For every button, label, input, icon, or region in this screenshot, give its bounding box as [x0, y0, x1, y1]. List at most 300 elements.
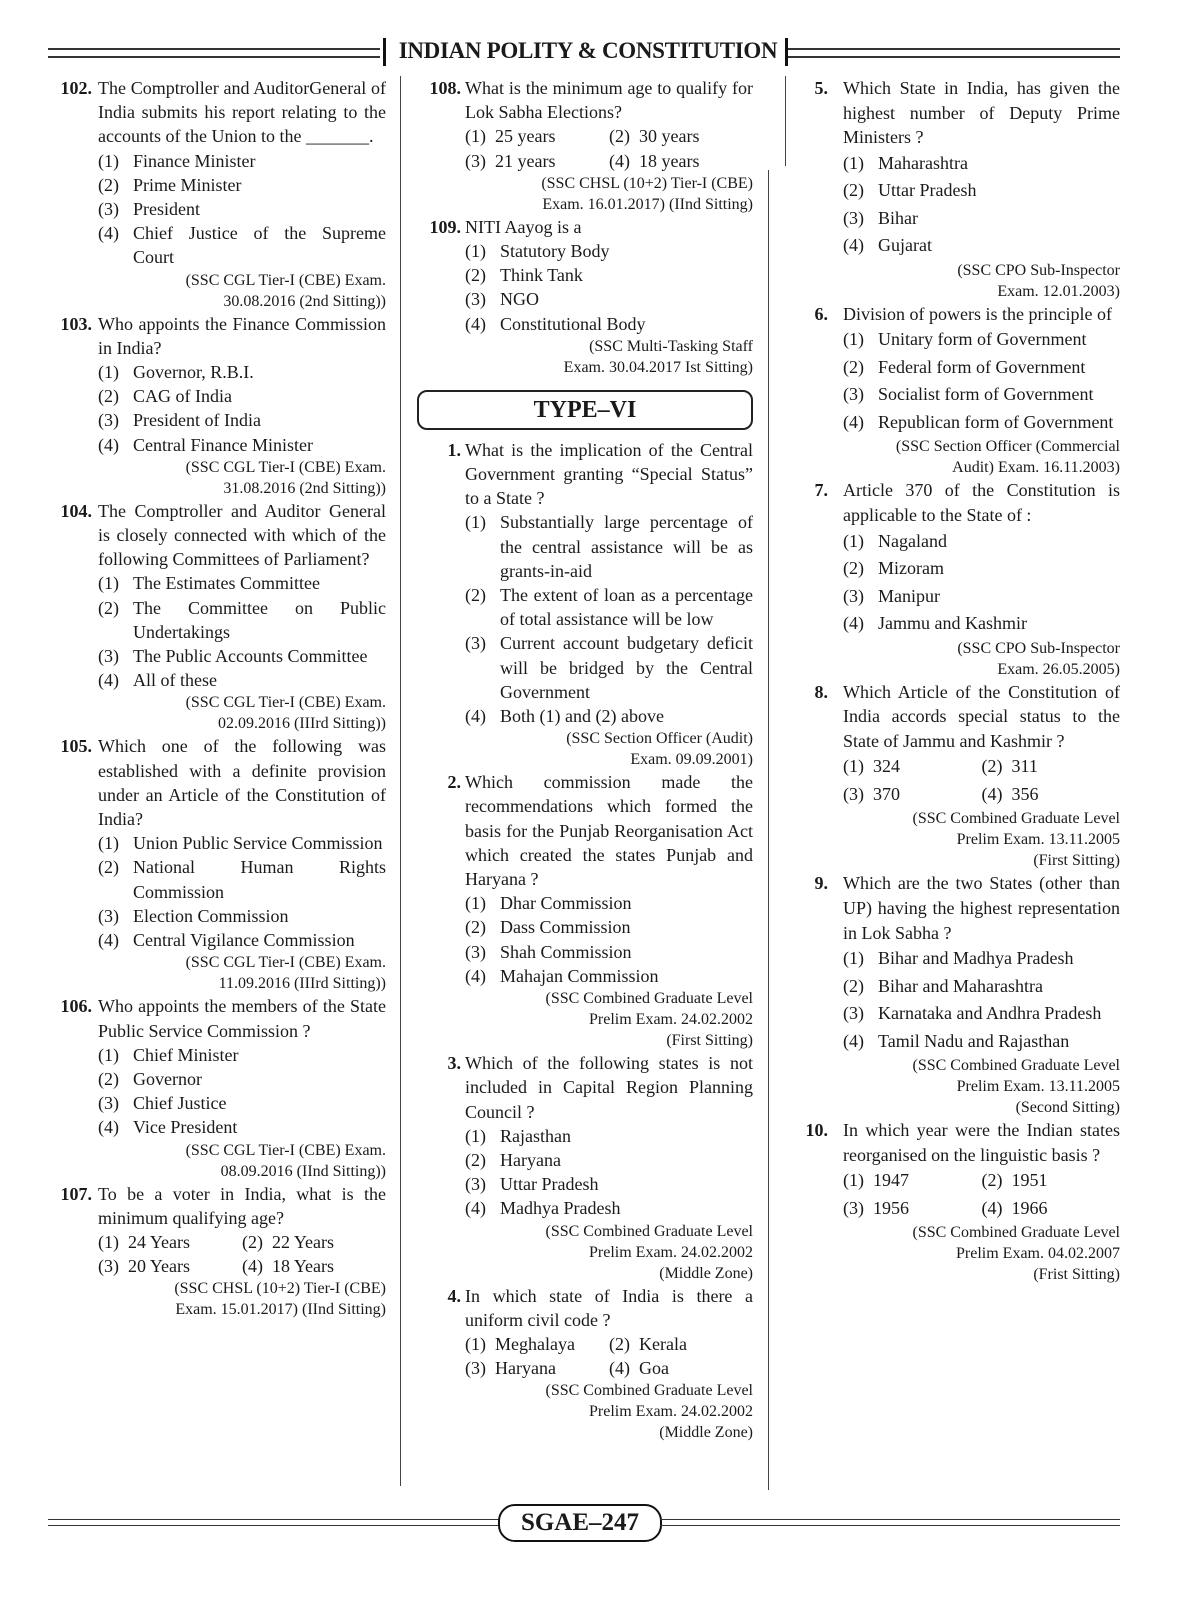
- option-item: [98, 149, 386, 173]
- option-text: 20 Years: [128, 1256, 191, 1277]
- option-number: (2): [98, 386, 119, 407]
- option-item: [98, 831, 386, 855]
- option-text: NGO: [500, 289, 539, 310]
- question-number: 6.: [814, 303, 828, 324]
- option-number: (1): [98, 1044, 119, 1065]
- option-number: (1): [98, 150, 119, 171]
- option-number: (3): [98, 1256, 119, 1277]
- column-3: [800, 76, 1120, 1285]
- option-text: 22 Years: [272, 1231, 335, 1252]
- options-list: [843, 1167, 1120, 1222]
- question-item: [800, 302, 1120, 479]
- exam-source: [843, 1222, 1120, 1285]
- question-text: Which are the two States (other than UP) having the highest representation in Lok Sabha ?: [843, 873, 1120, 943]
- option-number: (4): [98, 1117, 119, 1138]
- option-item: [465, 631, 753, 704]
- question-item: [415, 76, 753, 215]
- option-item: [98, 644, 386, 668]
- options-list: [465, 239, 753, 336]
- exam-source-line: (SSC Combined Graduate Level: [545, 990, 753, 1008]
- question-item: [415, 438, 753, 770]
- option-item: [465, 1356, 609, 1380]
- option-item: [465, 263, 753, 287]
- options-list: [843, 945, 1120, 1055]
- option-number: (2): [465, 917, 486, 938]
- option-number: (4): [609, 150, 630, 171]
- option-item: [465, 1332, 609, 1356]
- option-item: [982, 1195, 1121, 1223]
- option-text: Haryana: [500, 1149, 561, 1170]
- question-text: Who appoints the members of the State Public Service Commission ?: [98, 996, 386, 1041]
- option-text: Vice President: [133, 1117, 238, 1138]
- option-item: [843, 973, 1120, 1001]
- option-item: [98, 433, 386, 457]
- option-number: (3): [843, 384, 864, 405]
- exam-source-line: (SSC Section Officer (Commercial: [895, 438, 1120, 456]
- option-item: [843, 150, 1120, 178]
- option-number: (1): [98, 362, 119, 383]
- option-number: (4): [465, 1198, 486, 1219]
- option-number: (2): [465, 1149, 486, 1170]
- exam-source: [843, 436, 1120, 478]
- question-item: [800, 1118, 1120, 1285]
- option-text: Karnataka and Andhra Pradesh: [878, 1003, 1102, 1024]
- option-number: (1): [98, 573, 119, 594]
- option-text: Chief Minister: [133, 1044, 239, 1065]
- option-number: (2): [843, 356, 864, 377]
- options-list: [843, 528, 1120, 638]
- option-item: [98, 904, 386, 928]
- option-item: [843, 781, 982, 809]
- option-number: (4): [981, 1197, 1003, 1218]
- question-text: NITI Aayog is a: [465, 216, 582, 237]
- exam-source-line: (SSC Section Officer (Audit): [566, 730, 753, 748]
- page-title: INDIAN POLITY & CONSTITUTION: [398, 38, 778, 63]
- option-number: (2): [609, 1333, 630, 1354]
- option-number: (1): [98, 833, 119, 854]
- option-text: Central Vigilance Commission: [133, 930, 355, 951]
- option-text: 311: [1011, 756, 1038, 777]
- option-number: (3): [465, 941, 486, 962]
- exam-source-line: (First Sitting): [666, 1032, 753, 1050]
- option-text: 18 Years: [272, 1256, 335, 1277]
- question-text: Which one of the following was established with a definite provision under an Article of the Constitution of India?: [98, 736, 386, 830]
- question-number: 3.: [447, 1053, 461, 1074]
- option-number: (3): [843, 585, 864, 606]
- option-number: (3): [465, 1358, 486, 1379]
- exam-source: [98, 270, 386, 312]
- option-number: (3): [843, 207, 864, 228]
- option-number: (1): [465, 241, 486, 262]
- option-text: Substantially large percentage of the central assistance will be as grants-in-aid: [500, 512, 753, 581]
- option-number: (4): [843, 411, 864, 432]
- exam-source-line: Exam. 15.01.2017) (IInd Sitting): [175, 1301, 386, 1319]
- question-number: 5.: [814, 78, 828, 98]
- option-text: Uttar Pradesh: [500, 1174, 599, 1195]
- option-text: The Public Accounts Committee: [133, 646, 368, 667]
- option-item: [98, 197, 386, 221]
- option-item: [982, 781, 1121, 809]
- option-number: (1): [465, 1125, 486, 1146]
- option-text: Rajasthan: [500, 1125, 571, 1146]
- exam-source-line: Prelim Exam. 04.02.2007: [956, 1245, 1120, 1263]
- option-number: (2): [465, 585, 486, 606]
- exam-source-line: (SSC CGL Tier-I (CBE) Exam.: [185, 458, 386, 476]
- option-item: [843, 354, 1120, 382]
- question-item: [415, 1051, 753, 1283]
- exam-source-line: (SSC CPO Sub-Inspector: [957, 261, 1120, 279]
- option-text: Goa: [639, 1358, 669, 1379]
- option-number: (3): [843, 1197, 864, 1218]
- exam-source-line: 30.08.2016 (2nd Sitting)): [223, 292, 386, 310]
- option-number: (2): [98, 174, 119, 195]
- option-item: [465, 124, 609, 148]
- exam-source: [98, 457, 386, 499]
- option-text: Gujarat: [878, 235, 932, 256]
- option-item: [98, 408, 386, 432]
- exam-source-line: 11.09.2016 (IIIrd Sitting)): [218, 975, 386, 993]
- option-text: Bihar and Madhya Pradesh: [878, 948, 1074, 969]
- option-item: [98, 571, 386, 595]
- option-number: (2): [981, 756, 1003, 777]
- option-item: [465, 1124, 753, 1148]
- column-divider: [768, 170, 769, 1490]
- question-text: Article 370 of the Constitution is applicable to the State of :: [843, 480, 1120, 525]
- exam-source-line: (SSC Combined Graduate Level: [912, 810, 1120, 828]
- option-item: [98, 1230, 242, 1254]
- option-text: Federal form of Government: [878, 356, 1086, 377]
- question-text: Which of the following states is not included in Capital Region Planning Council ?: [465, 1053, 753, 1122]
- option-text: Finance Minister: [133, 150, 256, 171]
- exam-source: [465, 1221, 753, 1284]
- question-number: 108.: [429, 78, 461, 98]
- exam-source-line: 08.09.2016 (IInd Sitting)): [220, 1162, 386, 1180]
- option-item: [843, 326, 1120, 354]
- exam-source-line: (SSC CHSL (10+2) Tier-I (CBE): [174, 1280, 386, 1298]
- option-text: 324: [873, 756, 900, 777]
- exam-source-line: 31.08.2016 (2nd Sitting)): [223, 479, 386, 497]
- options-list: [465, 891, 753, 988]
- header-rule-right: [788, 48, 1120, 58]
- exam-source-line: (SSC CGL Tier-I (CBE) Exam.: [185, 271, 386, 289]
- options-list: [843, 150, 1120, 260]
- option-text: Bihar: [878, 207, 918, 228]
- option-item: [843, 409, 1120, 437]
- option-item: [242, 1230, 386, 1254]
- exam-source: [98, 692, 386, 734]
- option-number: (4): [843, 613, 864, 634]
- option-number: (3): [465, 289, 486, 310]
- question-item: [48, 76, 386, 312]
- question-item: [48, 499, 386, 735]
- option-text: Union Public Service Commission: [133, 833, 383, 854]
- option-text: Republican form of Government: [878, 411, 1114, 432]
- options-list: [98, 571, 386, 692]
- question-number: 9.: [814, 873, 828, 894]
- option-text: 25 years: [495, 126, 556, 147]
- option-number: (4): [465, 706, 486, 727]
- question-number: 106.: [60, 996, 92, 1017]
- exam-source-line: (Middle Zone): [659, 1424, 753, 1442]
- option-number: (1): [843, 1170, 864, 1191]
- option-text: Socialist form of Government: [878, 384, 1094, 405]
- option-text: Central Finance Minister: [133, 434, 313, 455]
- option-text: Haryana: [495, 1358, 556, 1379]
- exam-source-line: Exam. 26.05.2005): [997, 660, 1120, 678]
- option-text: Dhar Commission: [500, 893, 632, 914]
- question-item: [800, 76, 1120, 302]
- exam-source-line: (SSC Combined Graduate Level: [912, 1224, 1120, 1242]
- option-text: 18 years: [639, 150, 700, 171]
- option-number: (3): [98, 646, 119, 667]
- option-text: CAG of India: [133, 386, 232, 407]
- question-number: 105.: [60, 736, 92, 757]
- option-text: Unitary form of Government: [878, 329, 1087, 350]
- option-item: [843, 528, 1120, 556]
- question-item: [800, 871, 1120, 1118]
- option-text: Manipur: [878, 585, 940, 606]
- option-number: (2): [98, 857, 119, 878]
- question-text: Which commission made the recommendations which formed the basis for the Punjab Reorganisation Act which created the states Punjab and Haryana ?: [465, 772, 753, 890]
- option-text: Nagaland: [878, 530, 947, 551]
- option-text: 1951: [1011, 1170, 1048, 1191]
- exam-source: [98, 1140, 386, 1182]
- option-number: (2): [98, 1068, 119, 1089]
- option-text: Think Tank: [500, 265, 583, 286]
- option-item: [843, 1167, 982, 1195]
- exam-source: [843, 260, 1120, 302]
- exam-source-line: (SSC CGL Tier-I (CBE) Exam.: [185, 954, 386, 972]
- options-list: [465, 1124, 753, 1221]
- question-item: [48, 312, 386, 499]
- option-text: Constitutional Body: [500, 313, 646, 334]
- exam-source: [465, 173, 753, 215]
- question-number: 1.: [447, 439, 461, 460]
- exam-source-line: Prelim Exam. 24.02.2002: [589, 1011, 753, 1029]
- option-number: (4): [465, 965, 486, 986]
- option-text: 21 years: [495, 150, 556, 171]
- page-footer: [48, 1504, 1120, 1544]
- option-number: (3): [465, 633, 486, 654]
- option-number: (4): [465, 313, 486, 334]
- exam-source-line: (Middle Zone): [659, 1264, 753, 1282]
- column-1: [48, 76, 386, 1320]
- option-text: 1947: [873, 1170, 909, 1191]
- option-number: (3): [843, 1003, 864, 1024]
- option-number: (4): [242, 1256, 263, 1277]
- page-number-badge: SGAE–247: [498, 1504, 662, 1542]
- option-text: Governor, R.B.I.: [133, 362, 254, 383]
- option-text: Mizoram: [878, 558, 944, 579]
- option-text: Bihar and Maharashtra: [878, 975, 1043, 996]
- question-item: [48, 994, 386, 1181]
- exam-source-line: Prelim Exam. 24.02.2002: [589, 1243, 753, 1261]
- option-item: [609, 1356, 753, 1380]
- option-item: [465, 583, 753, 631]
- question-number: 109.: [429, 216, 461, 237]
- question-text: Which State in India, has given the highest number of Deputy Prime Ministers ?: [843, 78, 1120, 148]
- option-text: National Human Rights Commission: [133, 857, 386, 902]
- page-header: [48, 38, 1120, 68]
- question-number: 8.: [814, 681, 828, 702]
- exam-source-line: (SSC CGL Tier-I (CBE) Exam.: [185, 694, 386, 712]
- exam-source: [465, 988, 753, 1051]
- question-number: 103.: [60, 313, 92, 334]
- option-text: 30 years: [639, 126, 700, 147]
- question-item: [415, 215, 753, 378]
- option-number: (4): [98, 223, 119, 244]
- option-text: Election Commission: [133, 905, 289, 926]
- option-number: (1): [465, 893, 486, 914]
- column-2: [415, 76, 753, 1443]
- option-text: Shah Commission: [500, 941, 632, 962]
- question-item: [800, 680, 1120, 872]
- exam-source: [98, 952, 386, 994]
- option-number: (1): [843, 329, 864, 350]
- exam-source-line: Exam. 30.04.2017 Ist Sitting): [563, 358, 753, 376]
- option-item: [843, 1000, 1120, 1028]
- exam-source-line: (SSC CHSL (10+2) Tier-I (CBE): [541, 174, 753, 192]
- option-number: (1): [843, 756, 864, 777]
- option-number: (3): [98, 1093, 119, 1114]
- question-item: [48, 1182, 386, 1321]
- option-text: 356: [1011, 783, 1039, 804]
- option-number: (1): [843, 530, 864, 551]
- question-text: What is the implication of the Central Government granting “Special Status” to a State ?: [465, 439, 753, 509]
- option-item: [98, 360, 386, 384]
- question-text: What is the minimum age to qualify for Lok Sabha Elections?: [465, 78, 753, 123]
- option-text: Current account budgetary deficit will be bridged by the Central Government: [500, 633, 753, 702]
- exam-source-line: (SSC Combined Graduate Level: [912, 1057, 1120, 1075]
- option-item: [98, 173, 386, 197]
- exam-source: [465, 728, 753, 770]
- option-text: Kerala: [639, 1333, 687, 1354]
- option-text: Tamil Nadu and Rajasthan: [878, 1030, 1070, 1051]
- option-item: [609, 124, 753, 148]
- option-item: [98, 1254, 242, 1278]
- options-list: [98, 360, 386, 457]
- option-item: [843, 177, 1120, 205]
- question-text: The Comptroller and Auditor General is closely connected with which of the following Committees of Parliament?: [98, 500, 386, 570]
- option-item: [98, 855, 386, 903]
- option-item: [843, 232, 1120, 260]
- question-text: In which state of India is there a uniform civil code ?: [465, 1285, 753, 1330]
- exam-source-line: Audit) Exam. 16.11.2003): [952, 459, 1120, 477]
- option-number: (1): [843, 152, 864, 173]
- options-list: [98, 1230, 386, 1278]
- option-item: [465, 149, 609, 173]
- question-number: 10.: [805, 1120, 828, 1141]
- option-number: (3): [465, 1174, 486, 1195]
- exam-source-line: Prelim Exam. 13.11.2005: [956, 831, 1120, 849]
- option-item: [465, 1172, 753, 1196]
- exam-source: [843, 1055, 1120, 1118]
- option-item: [98, 1115, 386, 1139]
- question-item: [415, 770, 753, 1051]
- option-item: [98, 668, 386, 692]
- exam-source-line: 02.09.2016 (IIIrd Sitting)): [218, 715, 386, 733]
- exam-source-line: Exam. 16.01.2017) (IInd Sitting): [542, 195, 753, 213]
- option-text: 24 Years: [128, 1231, 191, 1252]
- option-item: [465, 1196, 753, 1220]
- option-item: [465, 704, 753, 728]
- option-text: Prime Minister: [133, 174, 242, 195]
- column-divider: [400, 76, 401, 1486]
- option-number: (2): [98, 597, 119, 618]
- exam-source-line: Prelim Exam. 24.02.2002: [589, 1403, 753, 1421]
- option-number: (3): [843, 783, 864, 804]
- option-item: [465, 1148, 753, 1172]
- option-text: All of these: [133, 670, 217, 691]
- exam-source-line: Prelim Exam. 13.11.2005: [956, 1078, 1120, 1096]
- option-text: Dass Commission: [500, 917, 631, 938]
- exam-source-line: (SSC CGL Tier-I (CBE) Exam.: [185, 1141, 386, 1159]
- option-number: (3): [98, 410, 119, 431]
- option-number: (2): [609, 126, 630, 147]
- options-list: [465, 510, 753, 728]
- option-number: (2): [843, 180, 864, 201]
- question-number: 102.: [60, 78, 92, 98]
- option-number: (1): [843, 948, 864, 969]
- option-number: (4): [98, 930, 119, 951]
- option-text: 1966: [1011, 1197, 1048, 1218]
- options-list: [465, 124, 753, 172]
- option-text: The extent of loan as a percentage of total assistance will be low: [500, 585, 753, 630]
- question-item: [415, 1284, 753, 1444]
- option-number: (3): [98, 905, 119, 926]
- option-item: [465, 239, 753, 263]
- exam-source-line: (SSC Combined Graduate Level: [545, 1222, 753, 1240]
- header-bar-left: [383, 38, 386, 66]
- option-text: Jammu and Kashmir: [878, 613, 1027, 634]
- option-number: (1): [465, 1333, 486, 1354]
- options-list: [98, 1043, 386, 1140]
- footer-rule-right: [660, 1519, 1120, 1526]
- option-item: [465, 915, 753, 939]
- option-number: (3): [98, 199, 119, 220]
- option-text: President of India: [133, 410, 261, 431]
- option-item: [98, 928, 386, 952]
- option-text: Statutory Body: [500, 241, 610, 262]
- option-text: Chief Justice: [133, 1093, 227, 1114]
- option-item: [609, 1332, 753, 1356]
- option-number: (4): [843, 235, 864, 256]
- option-item: [465, 891, 753, 915]
- option-item: [98, 384, 386, 408]
- question-number: 7.: [814, 480, 828, 501]
- option-item: [98, 1091, 386, 1115]
- question-item: [48, 734, 386, 994]
- question-text: Who appoints the Finance Commission in India?: [98, 313, 386, 358]
- option-item: [465, 940, 753, 964]
- option-number: (2): [981, 1170, 1003, 1191]
- option-item: [843, 205, 1120, 233]
- option-number: (2): [242, 1231, 263, 1252]
- option-number: (1): [465, 126, 486, 147]
- exam-source-line: Exam. 12.01.2003): [997, 282, 1120, 300]
- exam-source-line: (SSC Combined Graduate Level: [545, 1382, 753, 1400]
- options-list: [98, 831, 386, 952]
- option-item: [98, 1043, 386, 1067]
- option-text: Meghalaya: [495, 1333, 575, 1354]
- question-text: Division of powers is the principle of: [843, 303, 1112, 324]
- option-number: (1): [98, 1231, 119, 1252]
- option-text: The Committee on Public Undertakings: [133, 597, 386, 642]
- option-number: (4): [609, 1358, 630, 1379]
- exam-source: [843, 638, 1120, 680]
- option-number: (4): [98, 670, 119, 691]
- option-item: [98, 596, 386, 644]
